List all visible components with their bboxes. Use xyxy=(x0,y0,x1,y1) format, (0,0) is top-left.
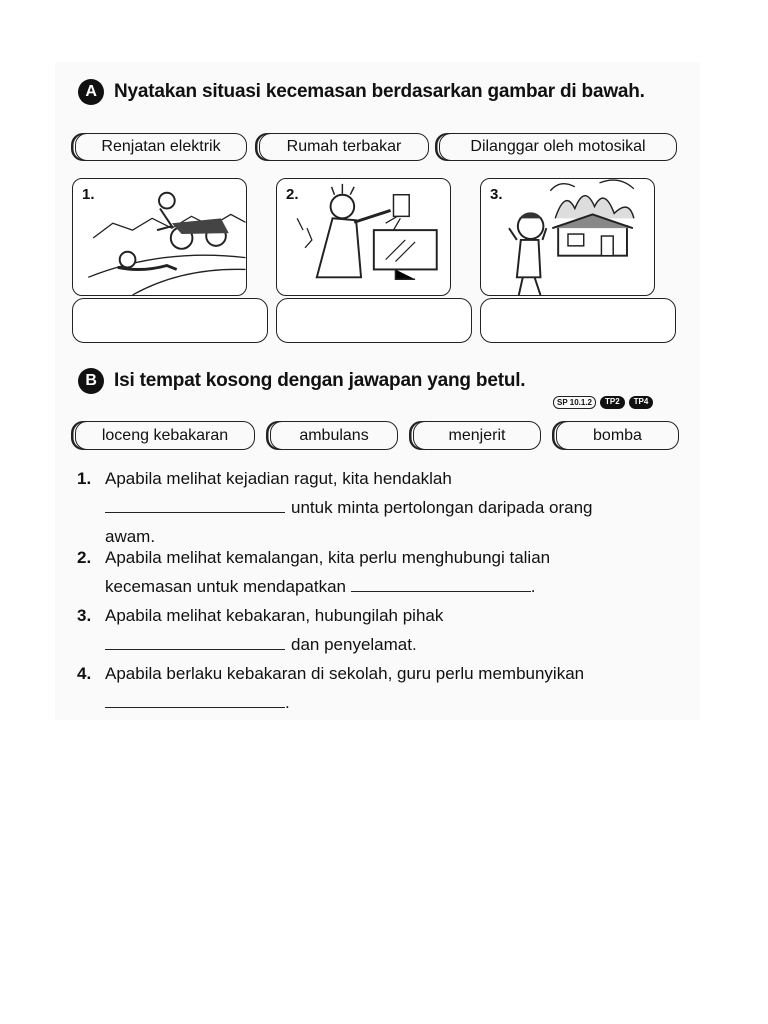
section-a-options xyxy=(75,133,677,161)
question-end: . xyxy=(285,693,290,712)
question-3 xyxy=(77,601,677,661)
question-2 xyxy=(77,543,677,603)
skill-codes xyxy=(553,396,653,409)
answer-box-3[interactable] xyxy=(480,298,676,343)
blank-field[interactable] xyxy=(351,575,531,592)
option-pill: Rumah terbakar xyxy=(259,133,429,161)
question-1 xyxy=(77,464,677,552)
question-text: Apabila melihat kebakaran, hubungilah pihak xyxy=(105,606,444,625)
option-pill: ambulans xyxy=(270,421,398,450)
tp-code: TP4 xyxy=(629,396,654,409)
tp-code: TP2 xyxy=(600,396,625,409)
option-pill: menjerit xyxy=(413,421,541,450)
question-number: 3. xyxy=(77,606,92,625)
picture-number: 2. xyxy=(286,186,299,203)
option-pill: loceng kebakaran xyxy=(75,421,255,450)
question-text: Apabila berlaku kebakaran di sekolah, guru perlu membunyikan xyxy=(105,664,585,683)
section-b-instruction: Isi tempat kosong dengan jawapan yang betul. xyxy=(114,370,526,391)
sp-code: SP 10.1.2 xyxy=(553,396,596,409)
question-number: 1. xyxy=(77,469,92,488)
question-text: Apabila melihat kejadian ragut, kita hendaklah xyxy=(105,469,452,488)
blank-field[interactable] xyxy=(105,633,285,650)
question-text: untuk minta pertolongan daripada orang xyxy=(291,498,593,517)
blank-field[interactable] xyxy=(105,496,285,513)
blank-field[interactable] xyxy=(105,691,285,708)
question-number: 4. xyxy=(77,664,92,683)
section-b-heading xyxy=(78,368,525,394)
question-text: dan penyelamat. xyxy=(291,635,417,654)
question-text: kecemasan untuk mendapatkan xyxy=(105,577,346,596)
section-a-letter: A xyxy=(78,79,104,105)
question-number: 2. xyxy=(77,548,92,567)
house-fire-illustration xyxy=(481,179,654,295)
option-pill: Renjatan elektrik xyxy=(75,133,247,161)
question-4 xyxy=(77,659,677,719)
question-text: awam. xyxy=(105,527,156,546)
picture-electric-shock xyxy=(276,178,451,296)
section-b-letter: B xyxy=(78,368,104,394)
electric-shock-illustration xyxy=(277,179,450,295)
picture-house-fire xyxy=(480,178,655,296)
motorcycle-accident-illustration xyxy=(73,179,246,295)
answer-box-2[interactable] xyxy=(276,298,472,343)
question-end: . xyxy=(530,577,536,596)
picture-motorcycle-accident xyxy=(72,178,247,296)
option-pill: bomba xyxy=(556,421,679,450)
picture-number: 3. xyxy=(490,186,503,203)
question-text: Apabila melihat kemalangan, kita perlu menghubungi talian xyxy=(105,548,551,567)
section-a-heading xyxy=(78,79,645,105)
section-a-instruction: Nyatakan situasi kecemasan berdasarkan gambar di bawah. xyxy=(114,81,645,102)
section-b-options xyxy=(75,421,679,450)
picture-number: 1. xyxy=(82,186,95,203)
answer-box-1[interactable] xyxy=(72,298,268,343)
option-pill: Dilanggar oleh motosikal xyxy=(439,133,677,161)
